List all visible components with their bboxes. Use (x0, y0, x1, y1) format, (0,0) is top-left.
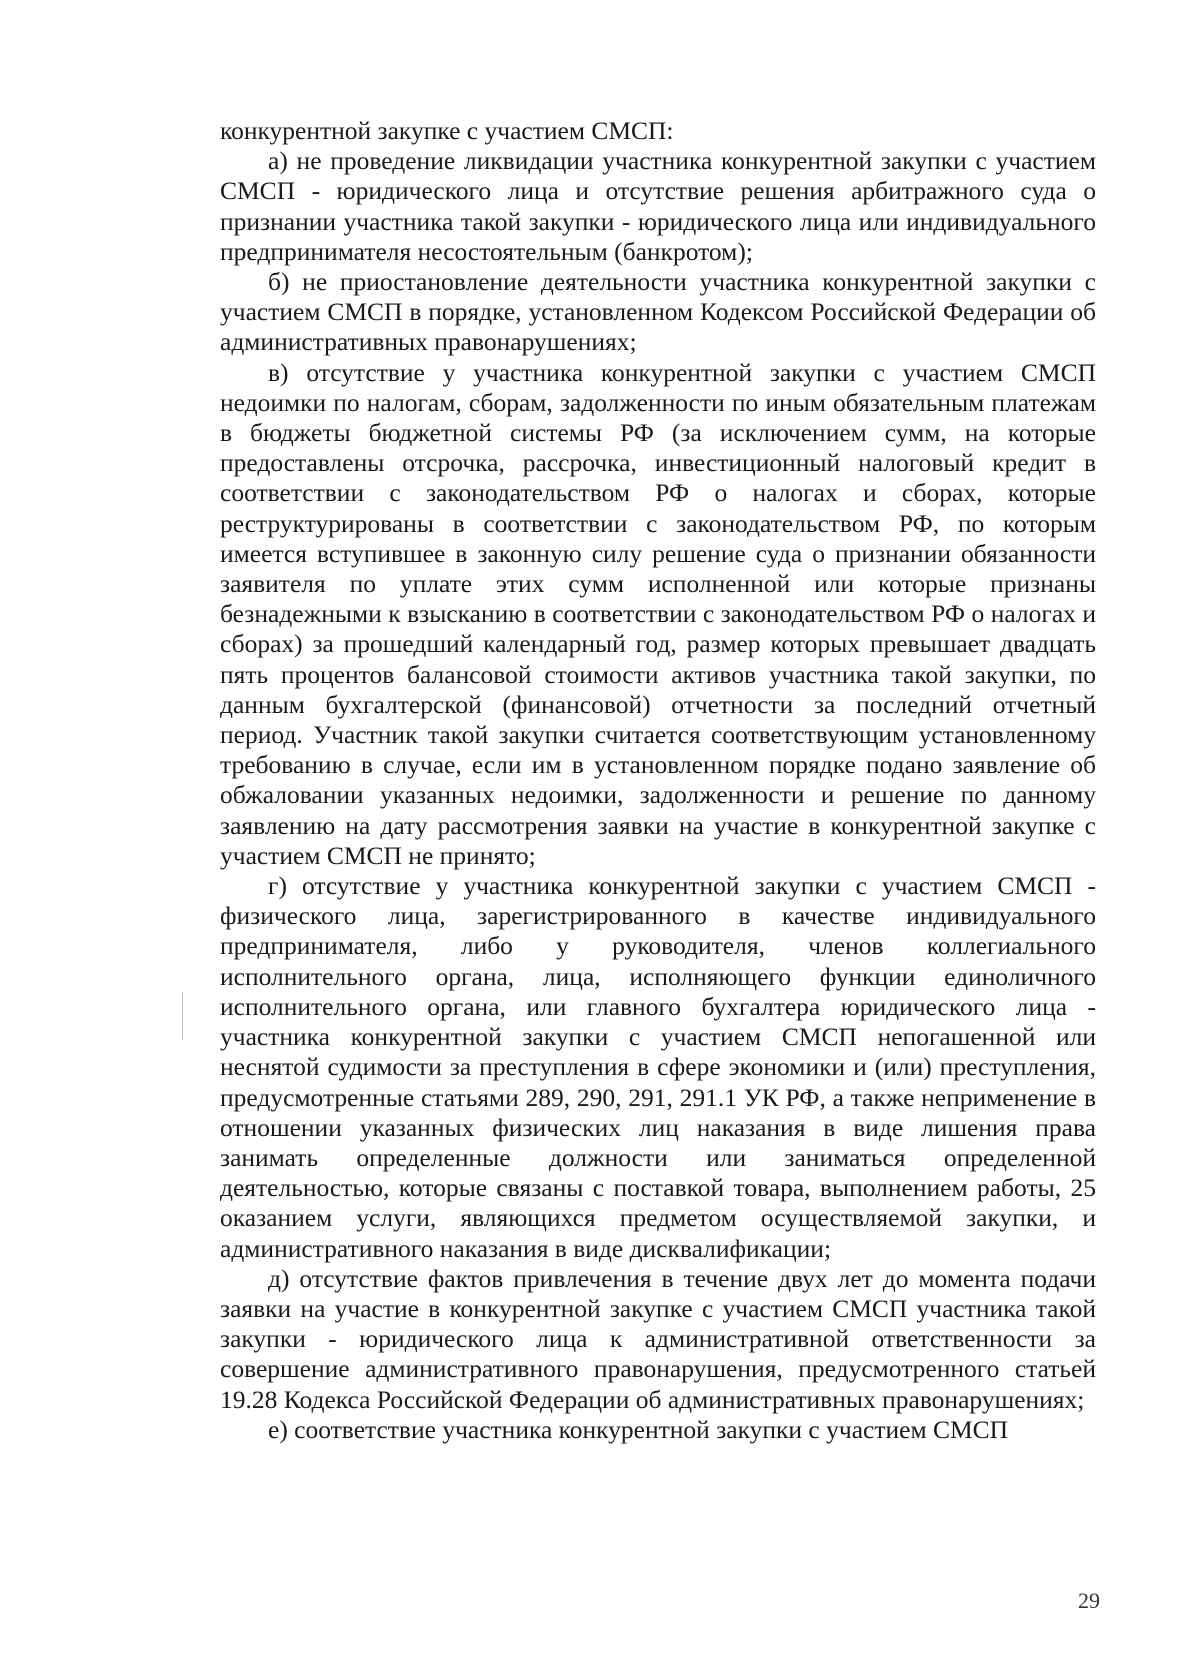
paragraph-item-a: а) не проведение ликвидации участника конкурентной закупки с участием СМСП - юридического лица и отсутствие решения арбитражного суда о признании участника такой закупки - юридического лица или индивидуального предпринимателя несостоятельным (банкротом); (220, 146, 1096, 266)
paragraph-item-e: е) соответствие участника конкурентной закупки с участием СМСП (268, 1414, 1009, 1444)
paragraph-item-b: б) не приостановление деятельности участника конкурентной закупки с участием СМСП в порядке, установленном Кодексом Российской Федерации об административных правонарушениях; (220, 267, 1096, 357)
paragraph-item-v: в) отсутствие у участника конкурентной закупки с участием СМСП недоимки по налогам, сборам, задолженности по иным обязательным платежам в бюджеты бюджетной системы РФ (за исключением сумм, на которые предоставлены отсрочка, рассрочка, инвестиционный налоговый кредит в соответствии с законодательством РФ о налогах и сборах, которые реструктурированы в соответствии с законодательством РФ, по которым имеется вступившее в законную силу решение суда о признании обязанности заявителя по уплате этих сумм исполненной или которые признаны безнадежными к взысканию в соответствии с законодательством РФ о налогах и сборах) за прошедший календарный год, размер которых превышает двадцать пять процентов балансовой стоимости активов участника такой закупки, по данным бухгалтерской (финансовой) отчетности за последний отчетный период. Участник такой закупки считается соответствующим установленному требованию в случае, если им в установленном порядке подано заявление об обжаловании указанных недоимки, задолженности и решение по данному заявлению на дату рассмотрения заявки на участие в конкурентной закупке с участием СМСП не принято; (220, 357, 1096, 870)
paragraph-intro: конкурентной закупке с участием СМСП: (220, 116, 674, 145)
paragraph-item-d: д) отсутствие фактов привлечения в течение двух лет до момента подачи заявки на участие в конкурентной закупке с участием СМСП участника такой закупки - юридического лица к административной ответственности за совершение административного правонарушения, предусмотренного статьей 19.28 Кодекса Российской Федерации об административных правонарушениях; (220, 1263, 1096, 1414)
page-number: 29 (1078, 1588, 1100, 1613)
document-body (220, 116, 1096, 1445)
paragraph-item-g: г) отсутствие у участника конкурентной закупки с участием СМСП - физического лица, зарегистрированного в качестве индивидуального предпринимателя, либо у руководителя, членов коллегиального исполнительного органа, лица, исполняющего функции единоличного исполнительного органа, или главного бухгалтера юридического лица - участника конкурентной закупки с участием СМСП непогашенной или неснятой судимости за преступления в сфере экономики и (или) преступления, предусмотренные статьями 289, 290, 291, 291.1 УК РФ, а также неприменение в отношении указанных физических лиц наказания в виде лишения права занимать определенные должности или заниматься определенной деятельностью, которые связаны с поставкой товара, выполнением работы, 25 оказанием услуги, являющихся предметом осуществляемой закупки, и административного наказания в виде дисквалификации; (220, 871, 1096, 1263)
scan-artifact (182, 992, 183, 1040)
